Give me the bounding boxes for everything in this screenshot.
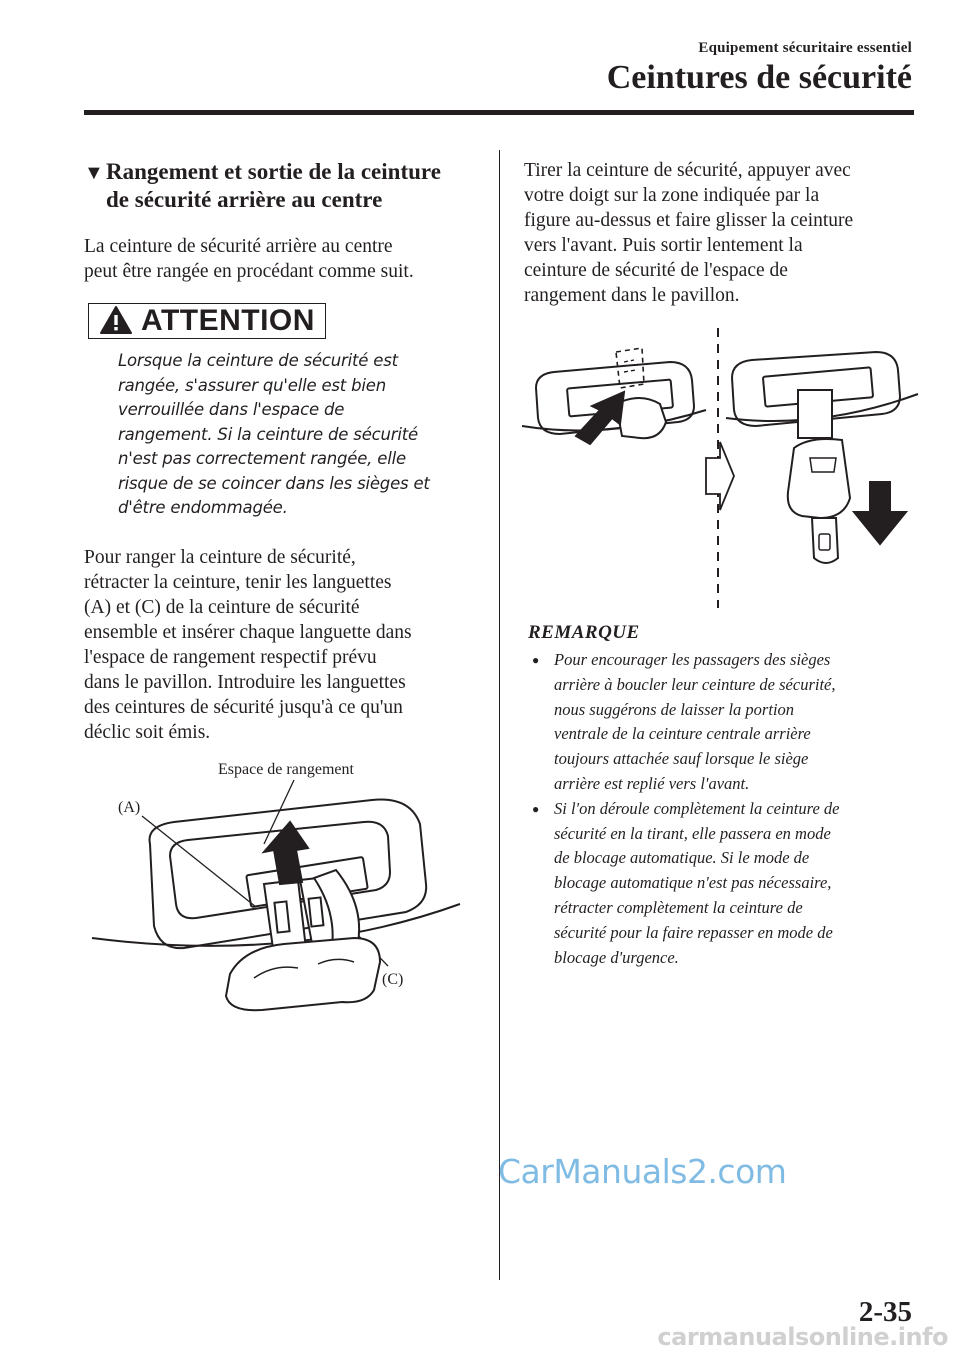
attention-line: rangement. Si la ceinture de sécurité bbox=[118, 424, 418, 444]
body-line: l'espace de rangement respectif prévu bbox=[84, 646, 377, 668]
attention-line: verrouillée dans l'espace de bbox=[118, 400, 345, 419]
body-line: Tirer la ceinture de sécurité, appuyer avec bbox=[524, 160, 851, 181]
attention-line: Lorsque la ceinture de sécurité est bbox=[118, 351, 398, 370]
body-line: ceinture de sécurité de l'espace de bbox=[524, 260, 788, 281]
removal-figure bbox=[520, 322, 920, 612]
column-divider bbox=[499, 150, 500, 1280]
attention-line: rangée, s'assurer qu'elle est bien bbox=[118, 375, 386, 395]
running-header bbox=[607, 40, 912, 96]
body-line: rétracter la ceinture, tenir les languettes bbox=[84, 571, 392, 593]
remarque-line: sécurité en la tirant, elle passera en mode bbox=[554, 823, 831, 843]
section-label: Equipement sécuritaire essentiel bbox=[698, 40, 912, 56]
remarque-line: de blocage automatique. Si le mode de bbox=[554, 848, 810, 868]
body-line: déclic soit émis. bbox=[84, 721, 211, 743]
intro-line: La ceinture de sécurité arrière au centre bbox=[84, 236, 393, 257]
leader-a bbox=[142, 816, 256, 907]
section-heading bbox=[84, 158, 474, 214]
storage-figure bbox=[84, 752, 474, 1032]
watermark: CarManuals2.com bbox=[498, 1152, 787, 1191]
attention-line: d'être endommagée. bbox=[118, 498, 288, 517]
body-line: dans le pavillon. Introduire les languettes bbox=[84, 671, 406, 693]
storage-instructions bbox=[84, 545, 474, 745]
heading-line-2: de sécurité arrière au centre bbox=[106, 187, 383, 212]
remarque-item bbox=[528, 648, 916, 797]
remarque-section bbox=[528, 622, 916, 970]
remarque-line: blocage automatique n'est pas nécessaire, bbox=[554, 873, 832, 893]
push-arrow bbox=[576, 392, 624, 444]
remarque-line: arrière à boucler leur ceinture de sécurité, bbox=[554, 674, 836, 694]
warning-icon bbox=[99, 305, 133, 335]
heading-line-1: Rangement et sortie de la ceinture bbox=[106, 159, 441, 184]
next-step-arrow bbox=[706, 442, 734, 510]
bullet-icon: ● bbox=[532, 801, 540, 816]
attention-text bbox=[118, 349, 474, 521]
right-column bbox=[524, 158, 916, 308]
remarque-line: sécurité pour la faire repasser en mode de bbox=[554, 922, 833, 942]
pull-arrow bbox=[854, 482, 906, 544]
tongue-right-top bbox=[798, 390, 832, 438]
figure-label-storage: Espace de rangement bbox=[218, 761, 354, 778]
body-line: Pour ranger la ceinture de sécurité, bbox=[84, 546, 356, 568]
left-column bbox=[84, 158, 474, 745]
remarque-line: blocage d'urgence. bbox=[554, 947, 679, 967]
buckle-body bbox=[788, 439, 850, 518]
remarque-line: nous suggérons de laisser la portion bbox=[554, 699, 795, 719]
remarque-line: arrière est replié vers l'avant. bbox=[554, 773, 750, 793]
body-line: des ceintures de sécurité jusqu'à ce qu'un bbox=[84, 696, 403, 718]
body-line: (A) et (C) de la ceinture de sécurité bbox=[84, 596, 360, 618]
header-rule bbox=[84, 110, 914, 115]
remarque-title: REMARQUE bbox=[528, 622, 640, 643]
footer-url[interactable]: carmanualsonline.info bbox=[657, 1323, 948, 1351]
attention-line: risque de se coincer dans les sièges et bbox=[118, 473, 430, 493]
attention-label: ATTENTION bbox=[141, 304, 315, 337]
figure-label-c: (C) bbox=[382, 971, 404, 988]
body-line: figure au-dessus et faire glisser la ceinture bbox=[524, 210, 854, 231]
body-line: rangement dans le pavillon. bbox=[524, 285, 740, 306]
body-line: vers l'avant. Puis sortir lentement la bbox=[524, 235, 803, 256]
remarque-line: ventrale de la ceinture centrale arrière bbox=[554, 724, 811, 744]
removal-instructions bbox=[524, 158, 916, 308]
intro-paragraph bbox=[84, 234, 474, 284]
body-line: votre doigt sur la zone indiquée par la bbox=[524, 185, 820, 206]
remarque-line: Pour encourager les passagers des sièges bbox=[554, 650, 831, 669]
buckle-holder bbox=[226, 938, 380, 1010]
figure-label-a: (A) bbox=[118, 799, 141, 816]
remarque-item bbox=[528, 797, 916, 971]
remarque-line: rétracter complètement la ceinture de bbox=[554, 897, 803, 917]
attention-box bbox=[88, 303, 326, 339]
attention-line: n'est pas correctement rangée, elle bbox=[118, 449, 406, 468]
remarque-line: Si l'on déroule complètement la ceinture de bbox=[554, 798, 840, 818]
page-title: Ceintures de sécurité bbox=[606, 59, 912, 96]
intro-line: peut être rangée en procédant comme suit. bbox=[84, 261, 414, 282]
tongue-hanging bbox=[812, 518, 838, 563]
body-line: ensemble et insérer chaque languette dans bbox=[84, 621, 412, 643]
page-number: 2-35 bbox=[858, 1296, 912, 1328]
bullet-icon: ● bbox=[532, 653, 540, 667]
remarque-line: toujours attachée sauf lorsque le siège bbox=[554, 749, 809, 769]
heading-triangle-icon: ▼ bbox=[84, 162, 104, 184]
